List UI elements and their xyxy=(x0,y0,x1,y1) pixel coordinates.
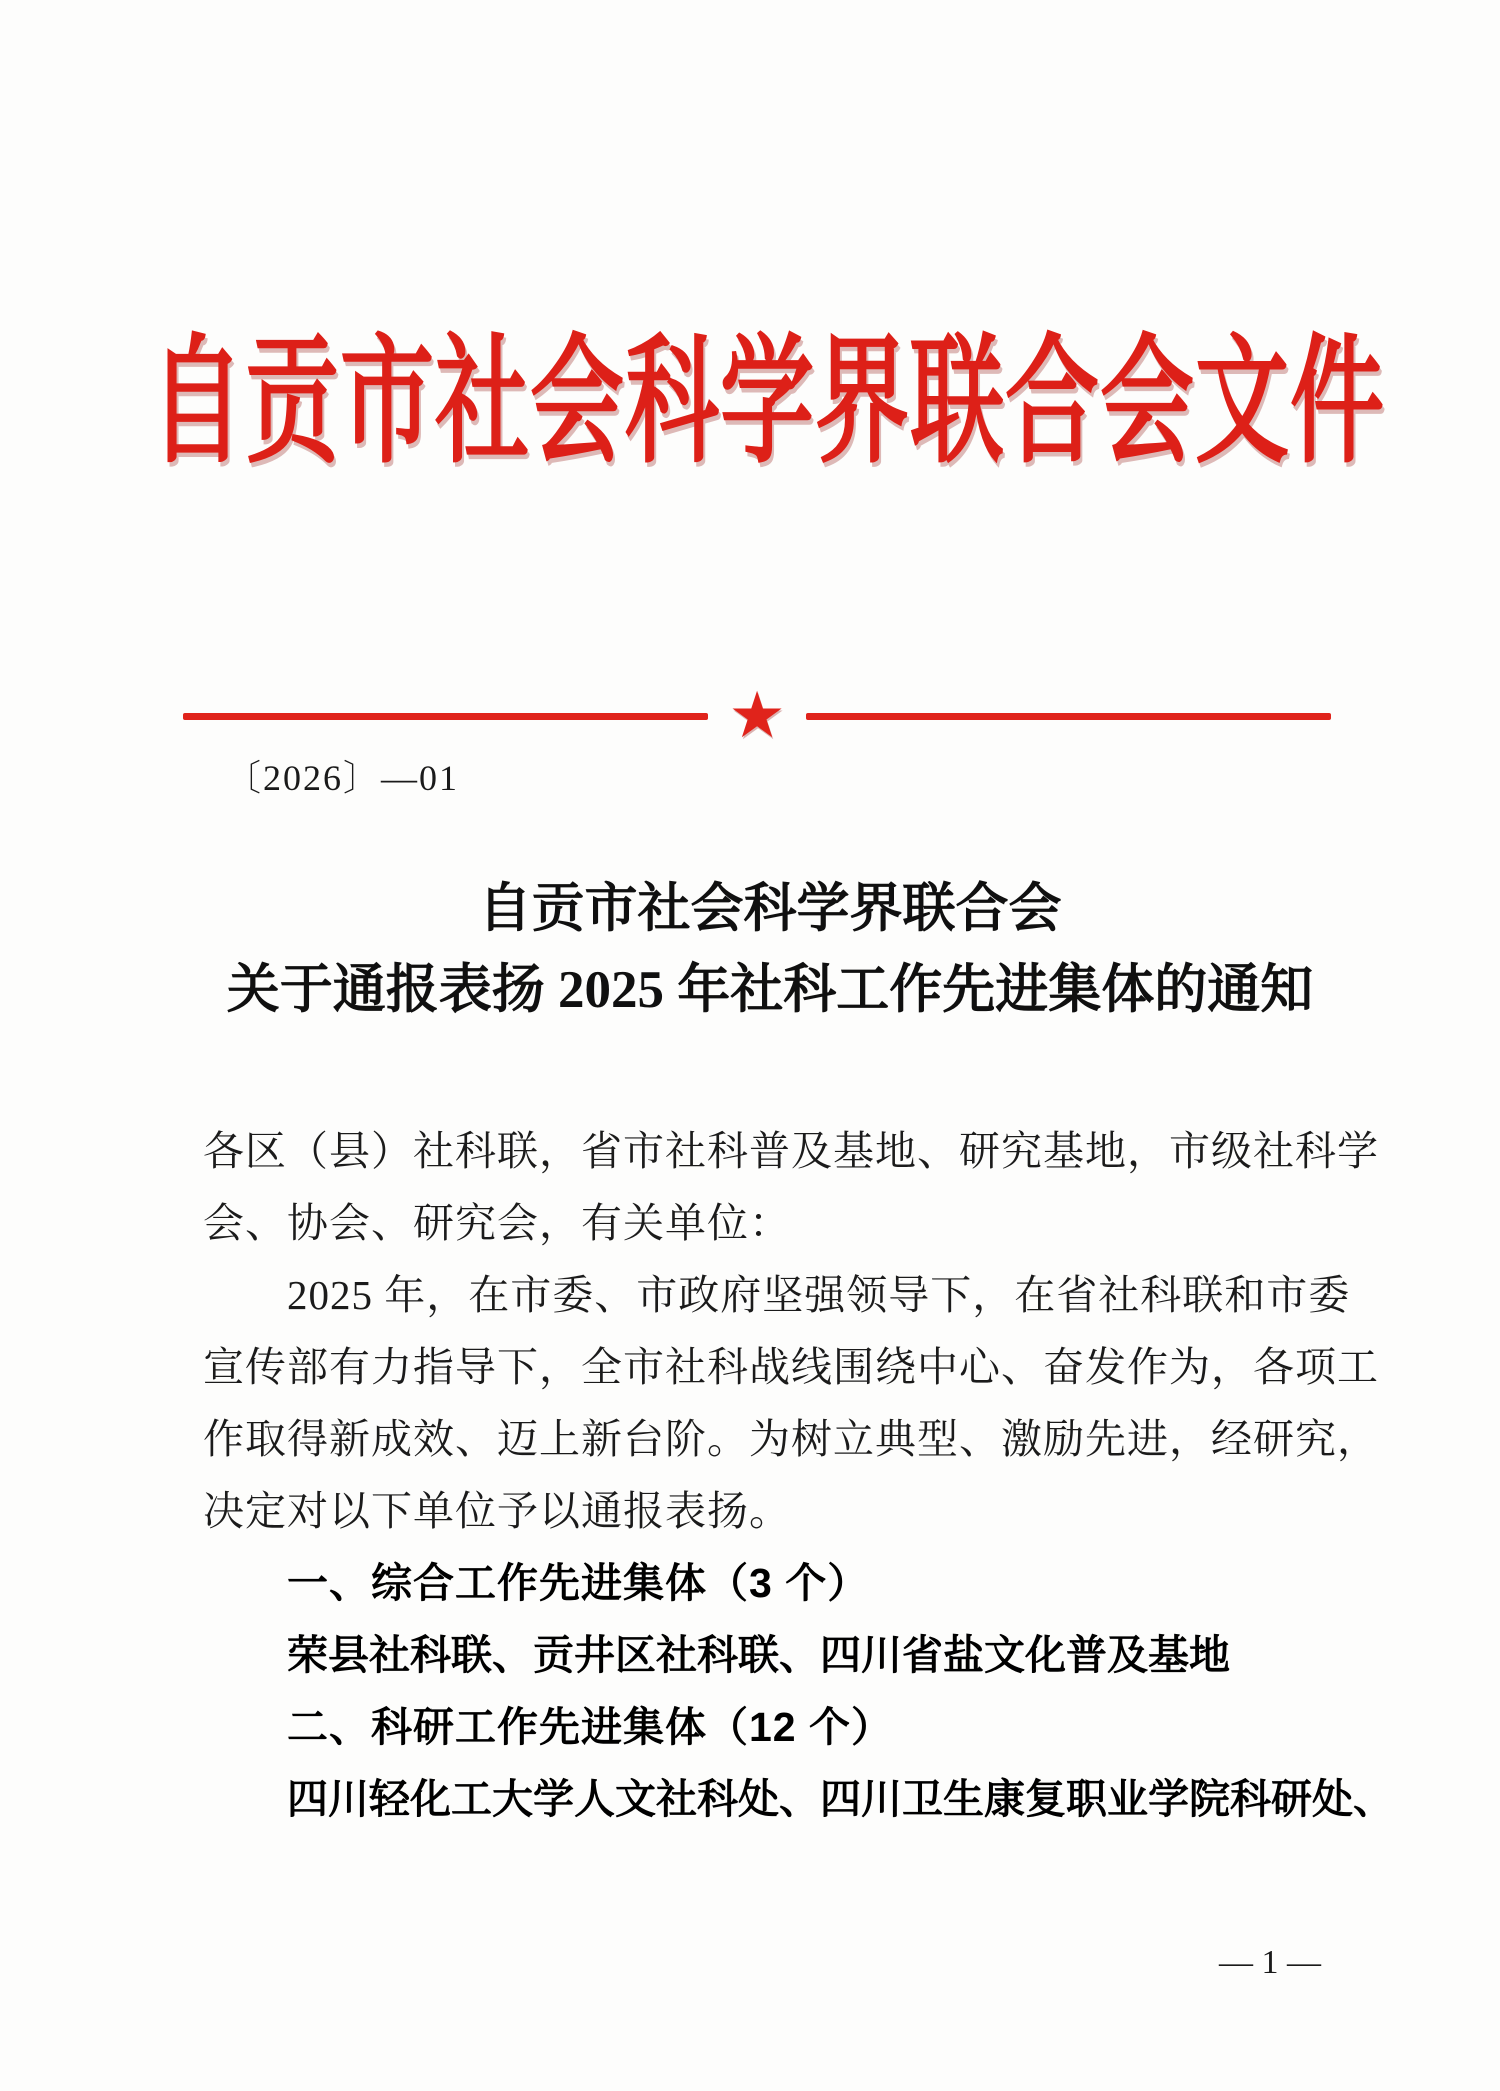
notice-title-line2: 关于通报表扬 2025 年社科工作先进集体的通知 xyxy=(226,961,1314,1019)
body-line-paragraph-3: 作取得新成效、迈上新台阶。为树立典型、激励先进，经研究， xyxy=(203,1416,1379,1462)
body-line-salutation-2: 会、协会、研究会，有关单位： xyxy=(203,1200,791,1246)
letterhead-title: 自贡市社会科学界联合会文件 xyxy=(150,326,1386,481)
body-line-paragraph-4: 决定对以下单位予以通报表扬。 xyxy=(203,1488,791,1534)
body-line-paragraph-1: 2025 年，在市委、市政府坚强领导下，在省社科联和市委 xyxy=(287,1272,1351,1318)
body-line-salutation-1: 各区（县）社科联，省市社科普及基地、研究基地，市级社科学 xyxy=(203,1128,1379,1174)
section-list-2: 四川轻化工大学人文社科处、四川卫生康复职业学院科研处、 xyxy=(287,1776,1394,1822)
body-line-paragraph-2: 宣传部有力指导下，全市社科战线围绕中心、奋发作为，各项工 xyxy=(203,1344,1379,1390)
red-divider xyxy=(183,680,1331,751)
notice-body xyxy=(203,1115,1394,1835)
divider-rule-right xyxy=(806,713,1331,720)
section-heading-1: 一、综合工作先进集体（3 个） xyxy=(287,1560,870,1606)
star-icon: ★ xyxy=(728,680,786,751)
section-heading-2: 二、科研工作先进集体（12 个） xyxy=(287,1704,893,1750)
notice-title xyxy=(180,869,1360,1031)
doc-number: 〔2026〕—01 xyxy=(225,758,460,798)
divider-rule-left xyxy=(183,713,708,720)
section-list-1: 荣县社科联、贡井区社科联、四川省盐文化普及基地 xyxy=(287,1632,1230,1678)
page-number: — 1 — xyxy=(1219,1944,1321,1981)
notice-title-line1: 自贡市社会科学界联合会 xyxy=(478,880,1062,938)
